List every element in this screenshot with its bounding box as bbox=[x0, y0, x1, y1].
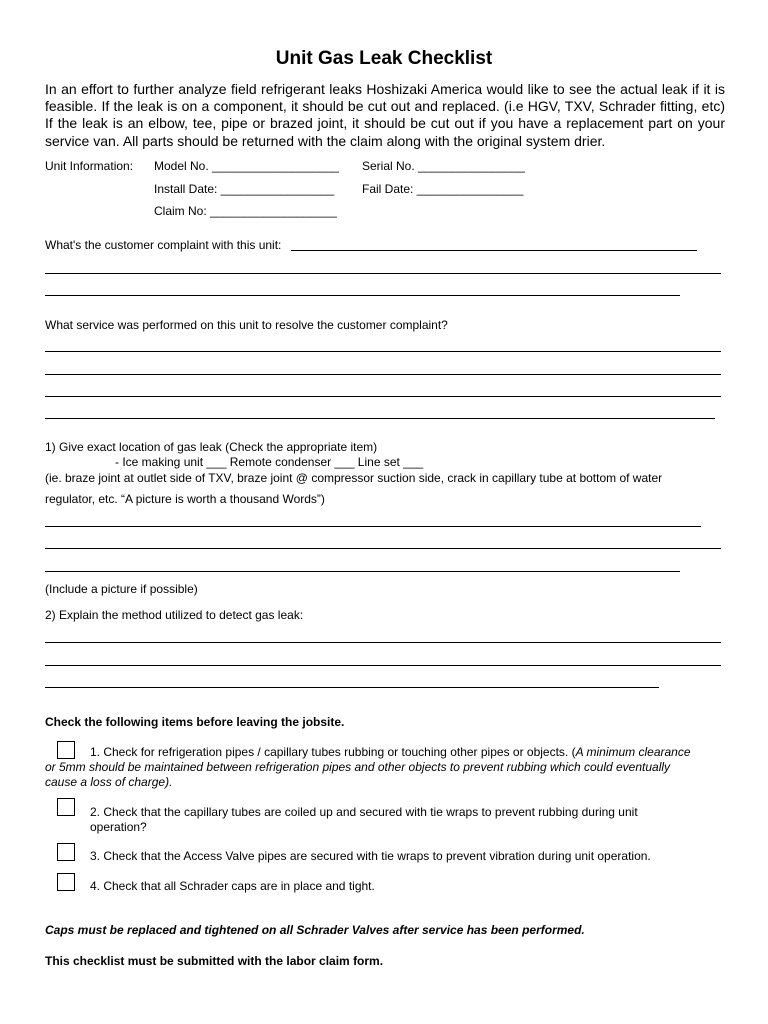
checklist-item-1-note-line: cause a loss of charge). bbox=[45, 775, 173, 789]
checklist-item-2-text: 2. Check that the capillary tubes are coiled up and secured with tie wraps to prevent rubbing during unit bbox=[90, 805, 638, 819]
checklist-heading: Check the following items before leaving the jobsite. bbox=[45, 715, 345, 729]
complaint-question: What's the customer complaint with this unit: bbox=[45, 238, 282, 252]
intro-paragraph bbox=[45, 81, 725, 150]
detect-method-question: 2) Explain the method utilized to detect gas leak: bbox=[45, 608, 304, 622]
service-answer-line[interactable] bbox=[45, 374, 721, 375]
service-answer-line[interactable] bbox=[45, 396, 721, 397]
leak-location-answer-line[interactable] bbox=[45, 548, 721, 549]
detect-method-answer-line[interactable] bbox=[45, 687, 659, 688]
leak-location-examples: (ie. braze joint at outlet side of TXV, braze joint @ compressor suction side, crack in capillary tube at bottom of water bbox=[45, 471, 663, 485]
picture-note: (Include a picture if possible) bbox=[45, 582, 198, 596]
complaint-answer-line[interactable] bbox=[291, 250, 697, 251]
footer-submit-notice: This checklist must be submitted with the labor claim form. bbox=[45, 954, 384, 968]
intro-line: feasible. If the leak is on a component, it should be cut out and replaced. (i.e HGV, TXV, Schrader fitting, etc) bbox=[45, 98, 725, 115]
intro-line: If the leak is an elbow, tee, pipe or brazed joint, it should be cut out if you have a replacement part on your bbox=[45, 115, 725, 132]
fail-date-field[interactable]: Fail Date: ________________ bbox=[362, 182, 524, 196]
checkbox-item-4[interactable] bbox=[57, 873, 75, 891]
footer-caps-notice: Caps must be replaced and tightened on all Schrader Valves after service has been performed. bbox=[45, 923, 585, 937]
page-title: Unit Gas Leak Checklist bbox=[275, 48, 493, 69]
checkbox-item-1[interactable] bbox=[57, 741, 75, 759]
checklist-item-4-text: 4. Check that all Schrader caps are in place and tight. bbox=[90, 879, 375, 893]
checklist-item-2-text-cont: operation? bbox=[90, 820, 147, 834]
serial-no-field[interactable]: Serial No. ________________ bbox=[362, 159, 525, 173]
detect-method-answer-line[interactable] bbox=[45, 642, 721, 643]
checkbox-item-2[interactable] bbox=[57, 798, 75, 816]
leak-location-options[interactable]: - Ice making unit ___ Remote condenser ___ Line set ___ bbox=[115, 455, 424, 469]
intro-line: In an effort to further analyze field refrigerant leaks Hoshizaki America would like to see the actual leak if it is bbox=[45, 81, 725, 97]
intro-line: service van. All parts should be returned with the claim along with the original system drier. bbox=[45, 132, 606, 149]
unit-info-label: Unit Information: bbox=[45, 159, 134, 173]
complaint-answer-line[interactable] bbox=[45, 273, 721, 274]
leak-location-answer-line[interactable] bbox=[45, 571, 680, 572]
detect-method-answer-line[interactable] bbox=[45, 665, 721, 666]
complaint-answer-line[interactable] bbox=[45, 295, 680, 296]
leak-location-answer-line[interactable] bbox=[45, 526, 701, 527]
checklist-item-1-note-line: or 5mm should be maintained between refrigeration pipes and other objects to prevent rubbing which could eventually bbox=[45, 760, 671, 774]
leak-location-examples-cont: regulator, etc. “A picture is worth a thousand Words”) bbox=[45, 492, 325, 506]
claim-no-field[interactable]: Claim No: ___________________ bbox=[154, 204, 337, 218]
checklist-item-1-text bbox=[90, 745, 691, 760]
install-date-field[interactable]: Install Date: _________________ bbox=[154, 182, 335, 196]
model-no-field[interactable]: Model No. ___________________ bbox=[154, 159, 339, 173]
service-question: What service was performed on this unit to resolve the customer complaint? bbox=[45, 318, 448, 332]
checkbox-item-3[interactable] bbox=[57, 843, 75, 861]
item-1-main-text: 1. Check for refrigeration pipes / capillary tubes rubbing or touching other pipes or objects. ( bbox=[90, 745, 576, 759]
service-answer-line[interactable] bbox=[45, 418, 715, 419]
service-answer-line[interactable] bbox=[45, 351, 721, 352]
leak-location-question: 1) Give exact location of gas leak (Check the appropriate item) bbox=[45, 440, 378, 454]
item-1-note: A minimum clearance bbox=[575, 745, 691, 759]
checklist-item-3-text: 3. Check that the Access Valve pipes are secured with tie wraps to prevent vibration during unit operation. bbox=[90, 849, 651, 863]
